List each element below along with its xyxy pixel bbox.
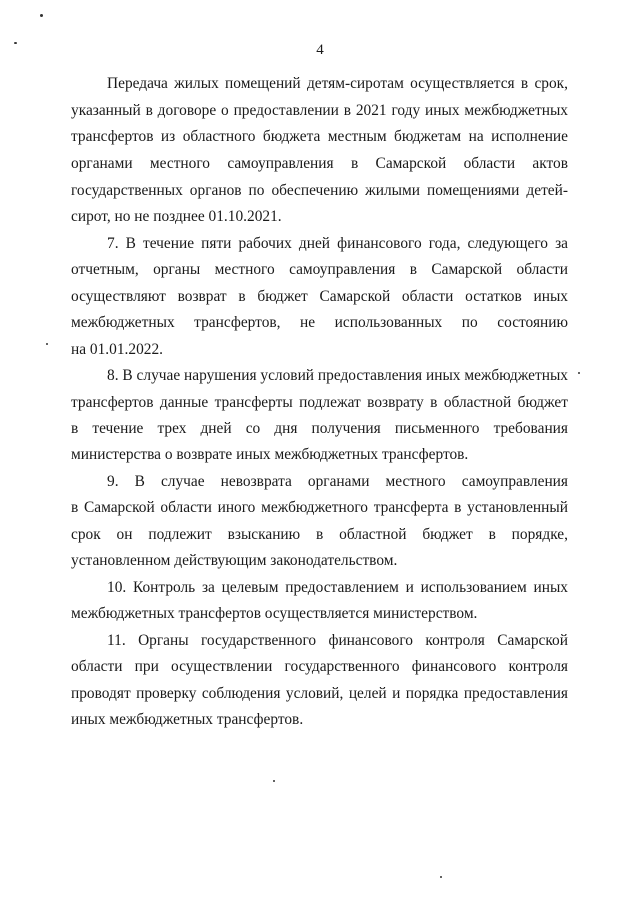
text-line: отчетным, органы местного самоуправления в Самарской области <box>71 261 568 278</box>
scan-speck <box>14 42 17 44</box>
scan-speck <box>46 343 48 345</box>
text-line: иных межбюджетных трансфертов. <box>71 711 304 728</box>
text-line: межбюджетных трансфертов, не использованных по состоянию <box>71 314 568 331</box>
text-line: 7. В течение пяти рабочих дней финансового года, следующего за <box>107 235 568 252</box>
text-line: указанный в договоре о предоставлении в 2021 году иных межбюджетных <box>71 102 568 119</box>
text-line: государственных органов по обеспечению жилыми помещениями детей- <box>71 182 568 199</box>
text-line: трансфертов из областного бюджета местным бюджетам на исполнение <box>71 128 568 145</box>
text-line: министерства о возврате иных межбюджетных трансфертов. <box>71 446 469 463</box>
text-line: на 01.01.2022. <box>71 341 164 358</box>
page-number: 4 <box>316 42 324 58</box>
scan-speck <box>578 372 580 374</box>
text-line: межбюджетных трансфертов осуществляется министерством. <box>71 605 478 622</box>
text-line: области при осуществлении государственного финансового контроля <box>71 658 568 675</box>
text-line: сирот, но не позднее 01.10.2021. <box>71 208 282 225</box>
text-line: 10. Контроль за целевым предоставлением и использованием иных <box>107 579 568 596</box>
text-line: Передача жилых помещений детям-сиротам осуществляется в срок, <box>107 75 568 92</box>
text-line: трансфертов данные трансферты подлежат возврату в областной бюджет <box>71 394 568 411</box>
text-line: 11. Органы государственного финансового контроля Самарской <box>107 632 568 649</box>
text-line: 8. В случае нарушения условий предоставления иных межбюджетных <box>107 367 568 384</box>
text-line: проводят проверку соблюдения условий, целей и порядка предоставления <box>71 685 568 702</box>
text-line: в Самарской области иного межбюджетного трансферта в установленный <box>71 499 568 516</box>
text-line: в течение трех дней со дня получения письменного требования <box>71 420 568 437</box>
text-line: 9. В случае невозврата органами местного самоуправления <box>107 473 568 490</box>
scan-speck <box>40 14 43 17</box>
text-line: установленном действующим законодательством. <box>71 552 398 569</box>
text-line: осуществляют возврат в бюджет Самарской области остатков иных <box>71 288 568 305</box>
text-line: срок он подлежит взысканию в областной бюджет в порядке, <box>71 526 568 543</box>
scan-speck <box>440 876 442 878</box>
scan-speck <box>273 780 275 782</box>
text-line: органами местного самоуправления в Самарской области актов <box>71 155 568 172</box>
